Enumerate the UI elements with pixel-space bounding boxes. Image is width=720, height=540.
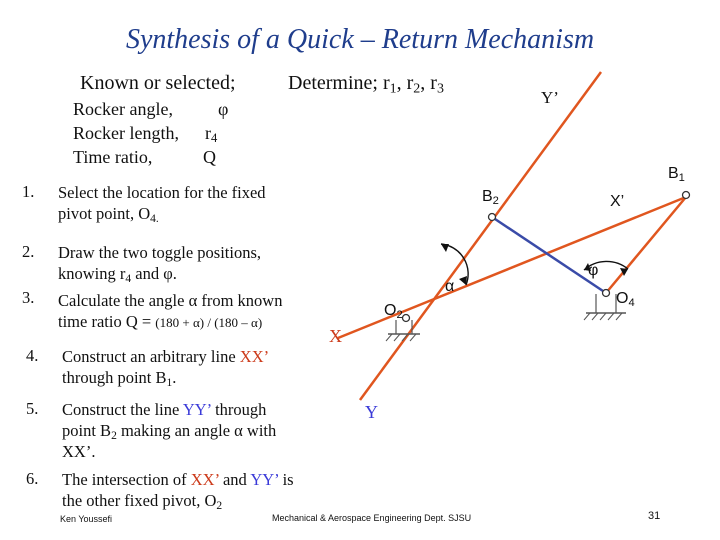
label-x: X bbox=[329, 326, 342, 346]
step-2-number: 2. bbox=[22, 242, 35, 261]
label-y-prime: Y’ bbox=[541, 88, 559, 107]
label-b2: $B_2$ bbox=[482, 188, 499, 207]
label-alpha: α bbox=[445, 278, 455, 295]
known-item-rocker-length: Rocker length, bbox=[73, 123, 179, 143]
step-3-text: Calculate the angle α from known time ratio Q = (180 + α) / (180 – α) bbox=[58, 291, 283, 331]
rocker-link-b2 bbox=[492, 217, 606, 293]
footer-author: Ken Youssefi bbox=[60, 514, 113, 524]
label-o4: $O_4$ bbox=[616, 290, 635, 309]
known-item-time-ratio: Time ratio, bbox=[73, 147, 153, 167]
step-2-text: Draw the two toggle positions, knowing $r_4$ and φ. bbox=[58, 243, 262, 285]
step-5-text: Construct the line YY’ through point $B_2$ making an angle α with XX’. bbox=[62, 400, 277, 461]
point-b2 bbox=[489, 214, 496, 221]
page-title: Synthesis of a Quick – Return Mechanism bbox=[125, 24, 595, 55]
known-symbol-phi: φ bbox=[218, 99, 229, 119]
step-1-text: Select the location for the fixed pivot point, $O_{4.}$ bbox=[58, 183, 266, 225]
determine-text: Determine; $r_1$, $r_2$, $r_3$ bbox=[288, 72, 444, 97]
point-b1 bbox=[683, 192, 690, 199]
rocker-link-b1 bbox=[606, 197, 686, 293]
step-6-number: 6. bbox=[26, 469, 39, 488]
label-b1: $B_1$ bbox=[668, 165, 685, 184]
time-ratio-formula: (180 + α) / (180 – α) bbox=[155, 315, 263, 330]
ground-o2 bbox=[386, 320, 420, 341]
known-symbol-q: Q bbox=[203, 147, 216, 167]
label-y: Y bbox=[365, 402, 378, 422]
step-4-number: 4. bbox=[26, 346, 39, 365]
step-4-text: Construct an arbitrary line XX’ through point $B_1$. bbox=[62, 347, 270, 389]
step-1-number: 1. bbox=[22, 182, 35, 201]
step-3-number: 3. bbox=[22, 288, 35, 307]
line-yy bbox=[360, 72, 601, 400]
step-5-number: 5. bbox=[26, 399, 39, 418]
pivot-o2 bbox=[403, 315, 410, 322]
step-6-text: The intersection of XX’ and YY’ is the other fixed pivot, $O_2$ bbox=[62, 470, 294, 512]
page-number: 31 bbox=[648, 510, 661, 522]
pivot-o4 bbox=[603, 290, 610, 297]
known-symbol-r4: $r_4$ bbox=[205, 123, 218, 146]
footer-department: Mechanical & Aerospace Engineering Dept. SJSU bbox=[272, 513, 472, 523]
label-o2: $O_2$ bbox=[384, 302, 403, 321]
label-phi: φ bbox=[588, 262, 599, 279]
label-x-prime: X’ bbox=[610, 193, 625, 210]
known-item-rocker-angle: Rocker angle, bbox=[73, 99, 173, 119]
known-heading: Known or selected; bbox=[80, 72, 236, 94]
